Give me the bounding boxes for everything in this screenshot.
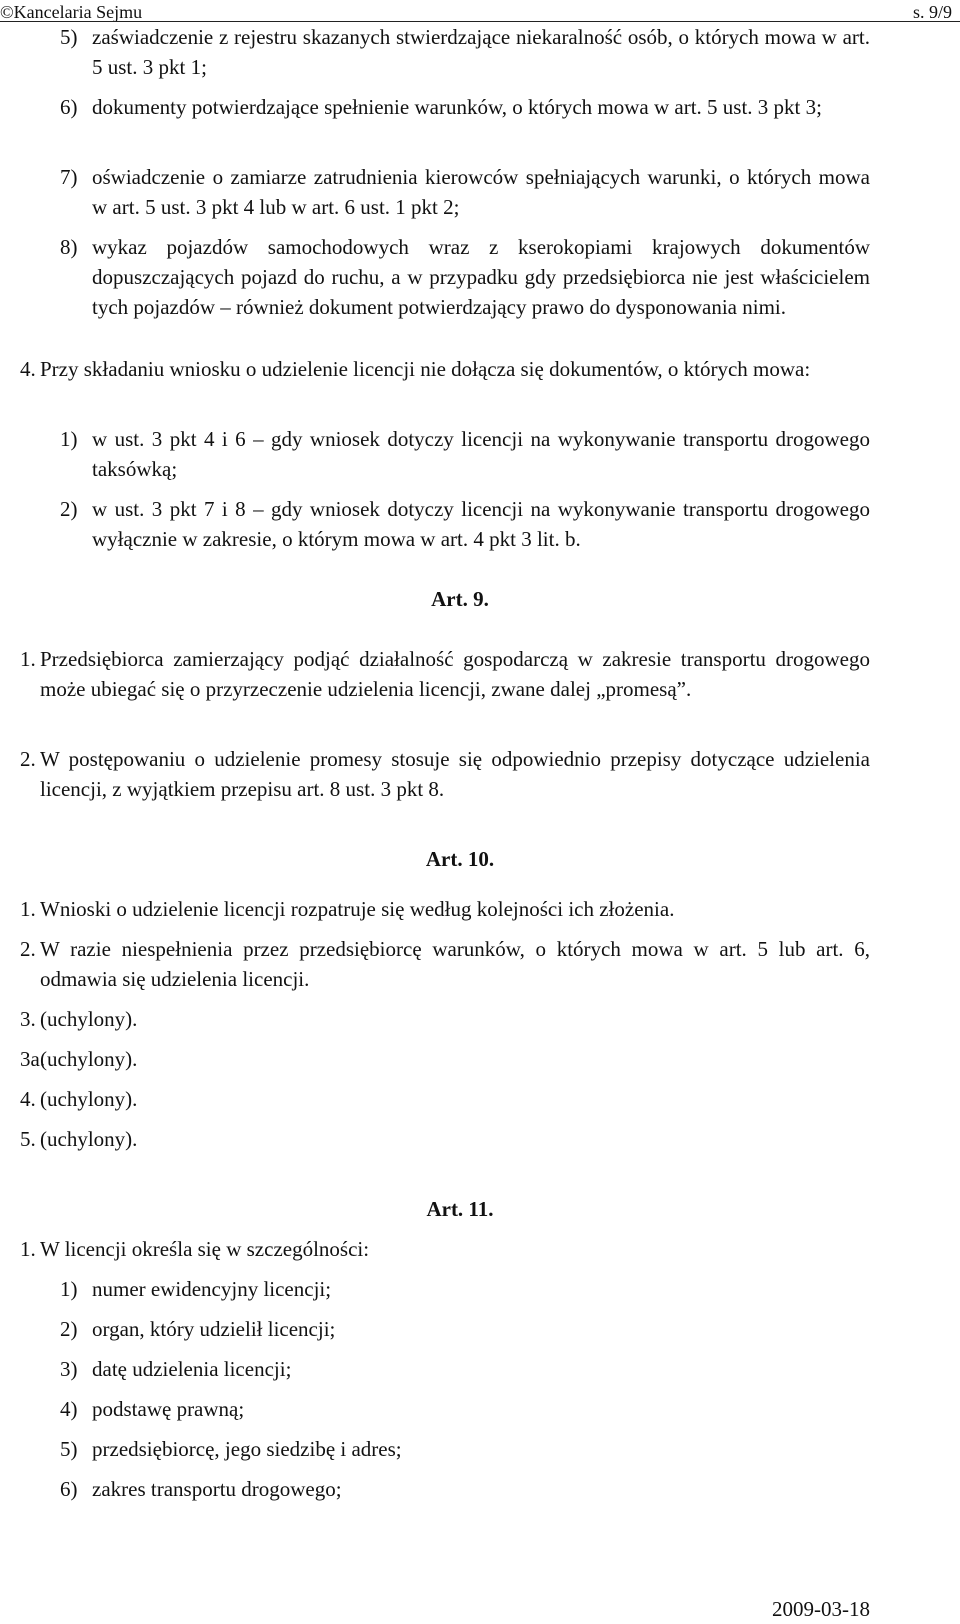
item-number: 4. [20, 1087, 36, 1111]
paragraph [0, 1044, 960, 1074]
item-text: W postępowaniu o udzielenie promesy stosuje się odpowiednio przepisy dotyczące udzielenia licencji, z wyjątkiem przepisu art. 8 ust. 3 pkt 8. [40, 747, 870, 801]
paragraph [0, 1124, 960, 1154]
item-number: 1. [20, 1237, 36, 1261]
item-text: Przedsiębiorca zamierzający podjąć działalność gospodarczą w zakresie transportu drogowego może ubiegać się o przyrzeczenie udzielenia licencji, zwane dalej „promesą”. [40, 647, 870, 701]
item-number: 3) [60, 1357, 78, 1381]
item-number: 2. [20, 747, 36, 771]
article-heading: Art. 9. [431, 587, 489, 611]
item-text: (uchylony). [40, 1047, 138, 1071]
item-text: wykaz pojazdów samochodowych wraz z kserokopiami krajowych dokumentów dopuszczających pojazd do ruchu, a w przypadku gdy przedsiębiorca nie jest właścicielem tych pojazdów – również dokument potwierdzający prawo do dysponowania nimi. [92, 235, 870, 319]
item-text: (uchylony). [40, 1087, 138, 1111]
item-number: 4) [60, 1397, 78, 1421]
item-text: W licencji określa się w szczególności: [40, 1237, 370, 1261]
list-item [0, 22, 960, 82]
paragraph [0, 644, 960, 704]
item-text: datę udzielenia licencji; [92, 1357, 292, 1381]
list-item [0, 1274, 960, 1304]
page-header [0, 0, 960, 24]
item-number: 7) [60, 165, 78, 189]
list-item [0, 162, 960, 222]
paragraph [0, 1234, 960, 1264]
item-text: przedsiębiorcę, jego siedzibę i adres; [92, 1437, 402, 1461]
list-item [0, 1474, 960, 1504]
item-text: Przy składaniu wniosku o udzielenie licencji nie dołącza się dokumentów, o których mowa: [40, 357, 811, 381]
list-item [0, 424, 960, 484]
page-number: s. 9/9 [912, 2, 952, 22]
item-text: zakres transportu drogowego; [92, 1477, 342, 1501]
item-text: organ, który udzielił licencji; [92, 1317, 336, 1341]
item-number: 1) [60, 427, 78, 451]
item-number: 5) [60, 1437, 78, 1461]
item-number: 1. [20, 647, 36, 671]
item-number: 8) [60, 235, 78, 259]
list-item [0, 1354, 960, 1384]
item-number: 5) [60, 25, 78, 49]
item-text: numer ewidencyjny licencji; [92, 1277, 332, 1301]
item-text: oświadczenie o zamiarze zatrudnienia kierowców spełniających warunki, o których mowa w art. 5 ust. 3 pkt 4 lub w art. 6 ust. 1 pkt 2; [92, 165, 870, 219]
paragraph [0, 744, 960, 804]
item-text: (uchylony). [40, 1127, 138, 1151]
list-item [0, 92, 960, 122]
item-number: 2) [60, 1317, 78, 1341]
list-item [0, 232, 960, 322]
publisher-label: ©Kancelaria Sejmu [0, 2, 143, 22]
item-number: 3. [20, 1007, 36, 1031]
paragraph [0, 354, 960, 384]
item-text: w ust. 3 pkt 4 i 6 – gdy wniosek dotyczy licencji na wykonywanie transportu drogowego taksówką; [92, 427, 870, 481]
paragraph [0, 1084, 960, 1114]
item-text: Wnioski o udzielenie licencji rozpatruje się według kolejności ich złożenia. [40, 897, 675, 921]
item-number: 2. [20, 937, 36, 961]
list-item [0, 494, 960, 554]
item-text: (uchylony). [40, 1007, 138, 1031]
paragraph [0, 1004, 960, 1034]
item-number: 6) [60, 95, 78, 119]
item-number: 2) [60, 497, 78, 521]
article-heading: Art. 10. [425, 847, 495, 871]
item-text: dokumenty potwierdzające spełnienie warunków, o których mowa w art. 5 ust. 3 pkt 3; [92, 95, 822, 119]
list-item [0, 1434, 960, 1464]
item-number: 6) [60, 1477, 78, 1501]
list-item [0, 1314, 960, 1344]
item-text: zaświadczenie z rejestru skazanych stwierdzające niekaralność osób, o których mowa w art. 5 ust. 3 pkt 1; [92, 25, 870, 79]
item-number: 1) [60, 1277, 78, 1301]
item-number: 1. [20, 897, 36, 921]
item-text: w ust. 3 pkt 7 i 8 – gdy wniosek dotyczy licencji na wykonywanie transportu drogowego wyłącznie w zakresie, o którym mowa w art. 4 pkt 3 lit. b. [92, 497, 870, 551]
item-text: W razie niespełnienia przez przedsiębiorcę warunków, o których mowa w art. 5 lub art. 6, odmawia się udzielenia licencji. [40, 937, 870, 991]
paragraph [0, 894, 960, 924]
item-text: podstawę prawną; [92, 1397, 245, 1421]
paragraph [0, 934, 960, 994]
item-number: 5. [20, 1127, 36, 1151]
list-item [0, 1394, 960, 1424]
document-date: 2009-03-18 [772, 1597, 870, 1621]
item-number: 4. [20, 357, 36, 381]
article-heading: Art. 11. [426, 1197, 494, 1221]
item-number: 3a. [20, 1047, 46, 1071]
